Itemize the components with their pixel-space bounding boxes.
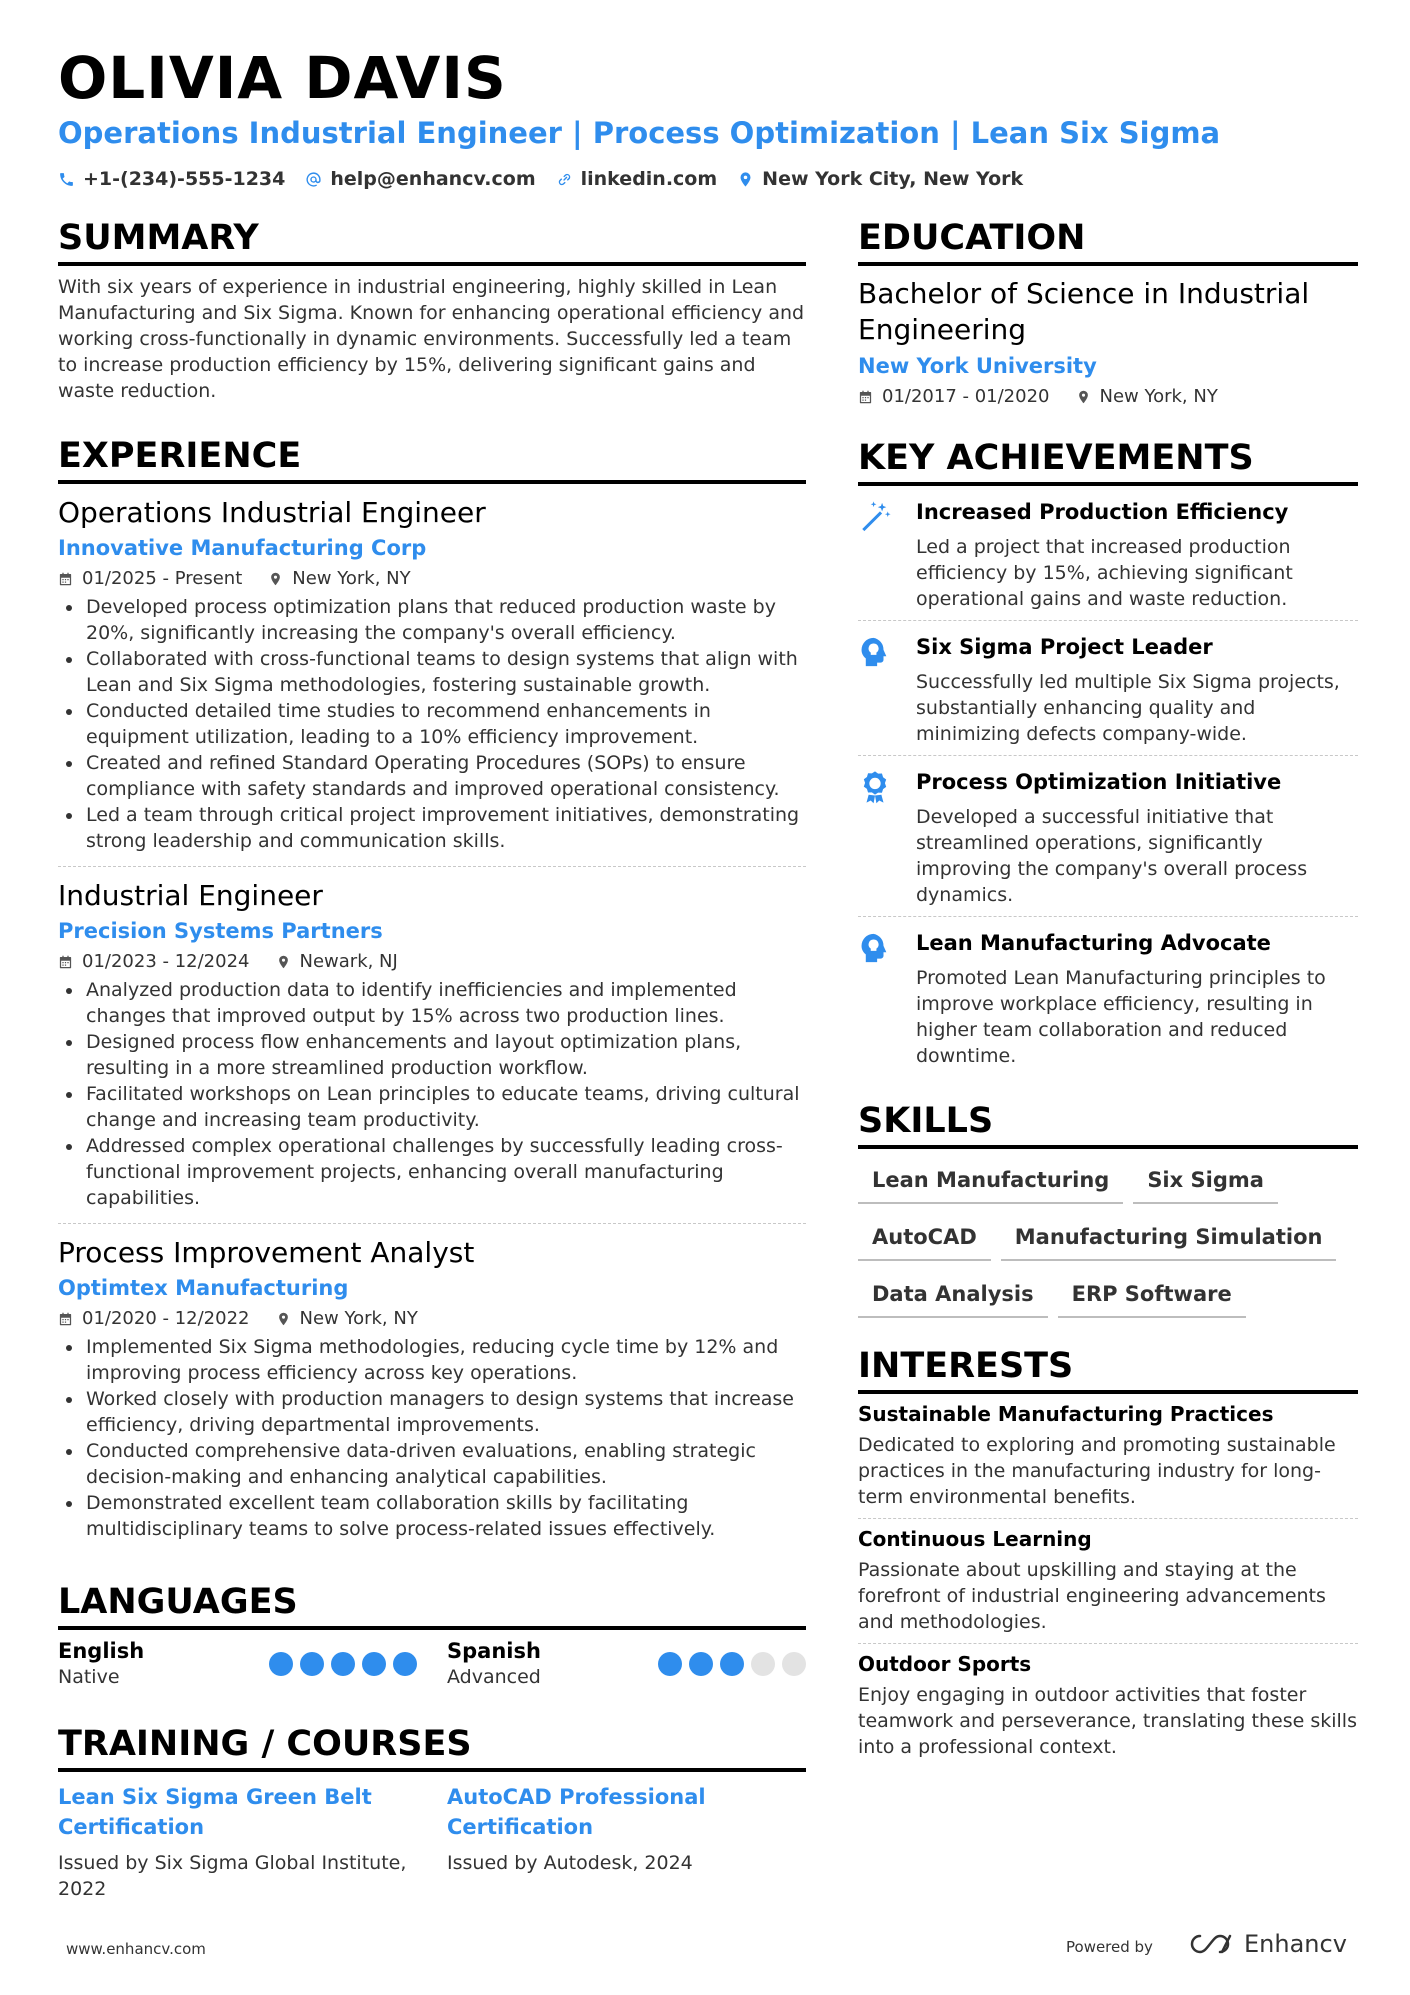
phone-text: +1-(234)-555-1234: [83, 168, 286, 190]
rating-dot: [362, 1652, 386, 1676]
job-location-text: New York, NY: [292, 568, 411, 589]
job-entry: [58, 1224, 806, 1554]
job-dates-text: 01/2025 - Present: [82, 568, 243, 589]
education-section: [858, 216, 1358, 410]
rating-dot: [782, 1652, 806, 1676]
achievement-desc: Developed a successful initiative that streamlined operations, significantly improving the company's overall process dynamics.: [916, 806, 1308, 906]
achievement-desc: Promoted Lean Manufacturing principles to improve workplace efficiency, resulting in higher team collaboration and reduced downtime.: [916, 967, 1326, 1067]
language-level: Native: [58, 1666, 120, 1688]
language-item: [58, 1638, 417, 1690]
job-bullet: Addressed complex operational challenges by successfully leading cross-functional improvement projects, enhancing overall manufacturing capabilities.: [58, 1133, 806, 1211]
job-bullets: [58, 594, 806, 854]
language-rating: [658, 1652, 806, 1690]
job-bullet: Conducted detailed time studies to recommend enhancements in equipment utilization, leading to a 10% efficiency improvement.: [58, 698, 806, 750]
education-location: [1076, 384, 1218, 410]
language-info: [447, 1638, 541, 1690]
experience-heading: EXPERIENCE: [58, 434, 806, 484]
achievement-desc: Successfully led multiple Six Sigma projects, substantially enhancing quality and minimizing defects company-wide.: [916, 671, 1340, 745]
skill-list: [858, 1163, 1358, 1318]
job-bullet: Facilitated workshops on Lean principles to educate teams, driving cultural change and increasing team productivity.: [58, 1081, 806, 1133]
achievement-item: [858, 486, 1358, 621]
job-location: [276, 949, 398, 975]
job-title: Process Improvement Analyst: [58, 1236, 475, 1269]
achievement-icon-wrap: [858, 929, 894, 1069]
job-bullet: Implemented Six Sigma methodologies, reducing cycle time by 12% and improving process efficiency across key operations.: [58, 1334, 806, 1386]
rating-dot: [720, 1652, 744, 1676]
summary-heading: SUMMARY: [58, 216, 806, 266]
location-pin-icon: [276, 1311, 291, 1327]
job-location-text: Newark, NJ: [299, 951, 398, 972]
achievement-icon-wrap: [858, 768, 894, 908]
job-title: Operations Industrial Engineer: [58, 496, 486, 529]
skill-tag: Lean Manufacturing: [858, 1163, 1123, 1204]
achievement-item: [858, 917, 1358, 1077]
job-meta: [58, 949, 806, 975]
achievement-title: Lean Manufacturing Advocate: [916, 931, 1271, 955]
interest-item: [858, 1519, 1358, 1644]
company-name: Optimtex Manufacturing: [58, 1276, 349, 1300]
job-bullet: Created and refined Standard Operating Procedures (SOPs) to ensure compliance with safety standards and improved operational consistency.: [58, 750, 806, 802]
job-dates-text: 01/2020 - 12/2022: [82, 1308, 250, 1329]
calendar-icon: [58, 1311, 73, 1327]
education-heading: EDUCATION: [858, 216, 1358, 266]
skill-tag: Six Sigma: [1133, 1163, 1278, 1204]
magic-wand-icon: [858, 500, 892, 534]
job-bullet: Demonstrated excellent team collaboration skills by facilitating multidisciplinary teams to solve process-related issues effectively.: [58, 1490, 806, 1542]
achievement-icon-wrap: [858, 633, 894, 747]
contact-bar: [58, 168, 1023, 190]
interest-title: Outdoor Sports: [858, 1652, 1032, 1676]
interest-desc: Enjoy engaging in outdoor activities that foster teamwork and perseverance, translating these skills into a professional context.: [858, 1684, 1357, 1758]
head-bulb-icon: [858, 931, 892, 965]
candidate-tagline: Operations Industrial Engineer | Process Optimization | Lean Six Sigma: [58, 116, 1221, 150]
enhancv-logo-icon: [1186, 1930, 1234, 1958]
achievement-body: [916, 633, 1358, 747]
location-pin-icon: [737, 171, 754, 188]
job-dates-text: 01/2023 - 12/2024: [82, 951, 250, 972]
language-list: [58, 1638, 806, 1690]
brand-logo[interactable]: [1186, 1930, 1347, 1958]
achievement-title: Six Sigma Project Leader: [916, 635, 1213, 659]
course-issuer: Issued by Autodesk, 2024: [447, 1852, 693, 1874]
job-bullets: [58, 1334, 806, 1542]
job-dates: [58, 566, 242, 592]
candidate-name: OLIVIA DAVIS: [58, 44, 507, 112]
job-title: Industrial Engineer: [58, 879, 323, 912]
interest-item: [858, 1394, 1358, 1519]
language-name: Spanish: [447, 1639, 541, 1663]
achievement-item: [858, 756, 1358, 917]
location-pin-icon: [1076, 389, 1091, 405]
contact-linkedin[interactable]: [556, 168, 718, 190]
languages-section: [58, 1580, 806, 1690]
skill-tag: AutoCAD: [858, 1220, 991, 1261]
job-bullet: Designed process flow enhancements and layout optimization plans, resulting in a more streamlined production workflow.: [58, 1029, 806, 1081]
language-name: English: [58, 1639, 145, 1663]
interests-section: [858, 1344, 1358, 1768]
job-entry: [58, 484, 806, 867]
interest-title: Sustainable Manufacturing Practices: [858, 1402, 1274, 1426]
achievement-body: [916, 498, 1358, 612]
job-bullet: Worked closely with production managers to design systems that increase efficiency, driving departmental improvements.: [58, 1386, 806, 1438]
location-pin-icon: [276, 954, 291, 970]
achievements-section: [858, 436, 1358, 1077]
location-pin-icon: [268, 571, 283, 587]
course-item: [58, 1782, 417, 1902]
interest-list: [858, 1394, 1358, 1768]
school-name: New York University: [858, 354, 1097, 378]
interests-heading: INTERESTS: [858, 1344, 1358, 1394]
skill-tag: Manufacturing Simulation: [1001, 1220, 1337, 1261]
rating-dot: [269, 1652, 293, 1676]
education-dates: [858, 384, 1050, 410]
language-info: [58, 1638, 144, 1690]
head-bulb-icon: [858, 635, 892, 669]
language-rating: [269, 1652, 417, 1690]
education-meta: [858, 384, 1358, 410]
job-meta: [58, 566, 806, 592]
right-column: [858, 216, 1358, 1768]
link-icon: [556, 171, 573, 188]
footer-url[interactable]: www.enhancv.com: [66, 1940, 206, 1958]
job-entry: [58, 867, 806, 1224]
achievements-heading: KEY ACHIEVEMENTS: [858, 436, 1358, 486]
company-name: Precision Systems Partners: [58, 919, 383, 943]
achievement-desc: Led a project that increased production efficiency by 15%, achieving significant operational gains and waste reduction.: [916, 536, 1293, 610]
summary-section: [58, 216, 806, 404]
summary-text: With six years of experience in industrial engineering, highly skilled in Lean Manufacturing and Six Sigma. Known for enhancing operational efficiency and working cross-functionally in dynamic environments. Successfully led a team to increase production efficiency by 15%, delivering significant gains and waste reduction.: [58, 276, 805, 402]
rating-dot: [751, 1652, 775, 1676]
rating-dot: [393, 1652, 417, 1676]
skills-heading: SKILLS: [858, 1099, 1358, 1149]
calendar-icon: [58, 954, 73, 970]
brand-name: Enhancv: [1244, 1930, 1347, 1958]
achievement-list: [858, 486, 1358, 1077]
degree-title: Bachelor of Science in Industrial Engineering: [858, 277, 1310, 346]
interest-item: [858, 1644, 1358, 1768]
job-bullet: Conducted comprehensive data-driven evaluations, enabling strategic decision-making and enhancing analytical capabilities.: [58, 1438, 806, 1490]
phone-icon: [58, 171, 75, 188]
job-location: [268, 566, 410, 592]
location-text: New York City, New York: [762, 168, 1024, 190]
education-dates-text: 01/2017 - 01/2020: [882, 386, 1050, 407]
rating-dot: [689, 1652, 713, 1676]
job-bullet: Developed process optimization plans that reduced production waste by 20%, significantly increasing the company's overall efficiency.: [58, 594, 806, 646]
interest-desc: Dedicated to exploring and promoting sustainable practices in the manufacturing industry for long-term environmental benefits.: [858, 1434, 1336, 1508]
job-bullet: Collaborated with cross-functional teams to design systems that align with Lean and Six Sigma methodologies, fostering sustainable growth.: [58, 646, 806, 698]
course-title: AutoCAD Professional Certification: [447, 1785, 706, 1839]
job-dates: [58, 949, 250, 975]
achievement-title: Increased Production Efficiency: [916, 500, 1289, 524]
rating-dot: [300, 1652, 324, 1676]
award-ribbon-icon: [858, 770, 892, 804]
course-list: [58, 1782, 806, 1902]
achievement-item: [858, 621, 1358, 756]
achievement-body: [916, 929, 1358, 1069]
calendar-icon: [58, 571, 73, 587]
language-level: Advanced: [447, 1666, 541, 1688]
contact-location: [737, 168, 1023, 190]
education-location-text: New York, NY: [1099, 386, 1218, 407]
languages-heading: LANGUAGES: [58, 1580, 806, 1630]
at-sign-icon: [305, 171, 322, 188]
job-meta: [58, 1306, 806, 1332]
interest-title: Continuous Learning: [858, 1527, 1092, 1551]
linkedin-text: linkedin.com: [580, 168, 718, 190]
skill-tag: Data Analysis: [858, 1277, 1048, 1318]
contact-phone[interactable]: [58, 168, 285, 190]
course-issuer: Issued by Six Sigma Global Institute, 2022: [58, 1852, 407, 1900]
course-item: [447, 1782, 806, 1902]
email-text: help@enhancv.com: [330, 168, 536, 190]
job-location-text: New York, NY: [299, 1308, 418, 1329]
job-bullet: Analyzed production data to identify inefficiencies and implemented changes that improved output by 15% across two production lines.: [58, 977, 806, 1029]
job-dates: [58, 1306, 250, 1332]
job-bullet: Led a team through critical project improvement initiatives, demonstrating strong leadership and communication skills.: [58, 802, 806, 854]
job-bullets: [58, 977, 806, 1211]
calendar-icon: [858, 389, 873, 405]
contact-email[interactable]: [305, 168, 535, 190]
rating-dot: [331, 1652, 355, 1676]
job-list: [58, 484, 806, 1554]
achievement-title: Process Optimization Initiative: [916, 770, 1282, 794]
job-location: [276, 1306, 418, 1332]
achievement-body: [916, 768, 1358, 908]
powered-by-label: Powered by: [1066, 1938, 1153, 1956]
language-item: [447, 1638, 806, 1690]
skills-section: [858, 1099, 1358, 1318]
achievement-icon-wrap: [858, 498, 894, 612]
training-section: [58, 1722, 806, 1902]
company-name: Innovative Manufacturing Corp: [58, 536, 427, 560]
experience-section: [58, 434, 806, 1554]
skill-tag: ERP Software: [1058, 1277, 1246, 1318]
interest-desc: Passionate about upskilling and staying at the forefront of industrial engineering advancements and methodologies.: [858, 1559, 1326, 1633]
rating-dot: [658, 1652, 682, 1676]
training-heading: TRAINING / COURSES: [58, 1722, 806, 1772]
course-title: Lean Six Sigma Green Belt Certification: [58, 1785, 372, 1839]
left-column: [58, 216, 806, 1902]
